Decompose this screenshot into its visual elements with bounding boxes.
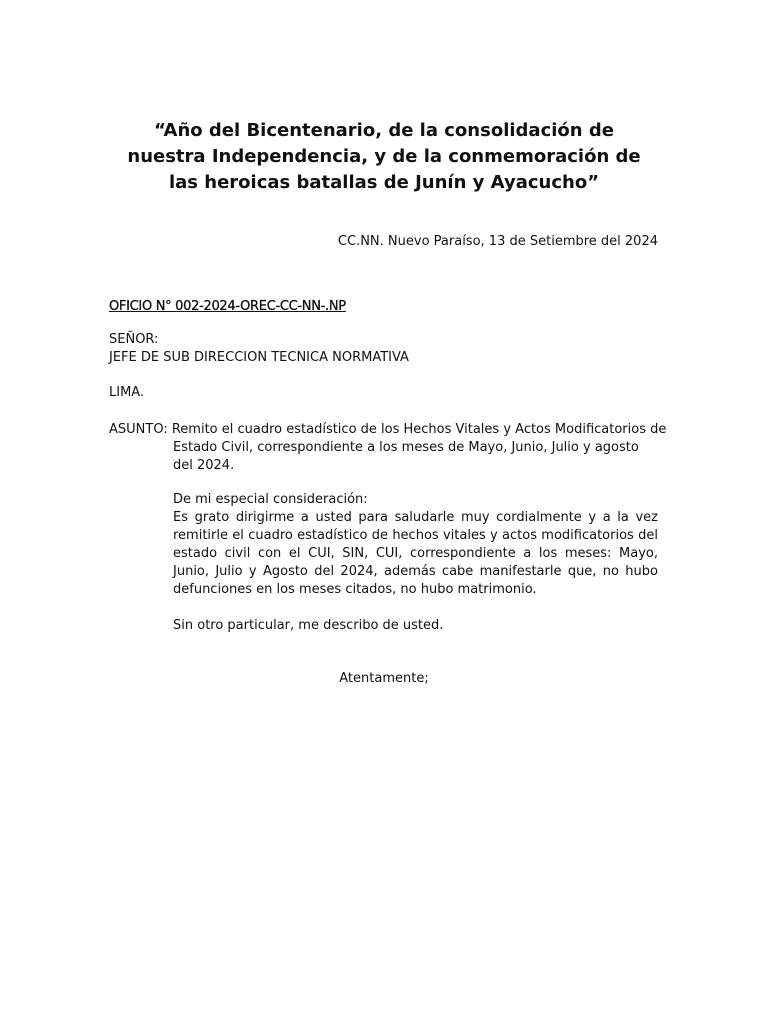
motto-line-3: las heroicas batallas de Junín y Ayacucho” [168,172,600,193]
subject-continuation: Estado Civil, correspondiente a los meses de Mayo, Junio, Julio y agosto del 2024. [173,440,639,473]
document-motto [104,118,664,196]
oficio-number: OFICIO N° 002-2024-OREC-CC-NN-.NP [109,299,346,314]
motto-line-1: “Año del Bicentenario, de la consolidación de [154,120,614,141]
subject-first-line: ASUNTO: Remito el cuadro estadístico de los Hechos Vitales y Actos Modificatorios de [109,422,667,437]
addressee-position: JEFE DE SUB DIRECCION TECNICA NORMATIVA [109,350,409,365]
place-and-date: CC.NN. Nuevo Paraíso, 13 de Setiembre del 2024 [337,234,658,249]
body-paragraph: Es grato dirigirme a usted para saludarle muy cordialmente y a la vez remitirle el cuadro estadístico de hechos vitales y actos modificatorios del estado civil con el CUI, SIN, CUI, correspondiente a los meses: Mayo, Junio, Julio y Agosto del 2024, además cabe manifestarle que, no hubo defunciones en los meses citados, no hubo matrimonio. [173,510,658,597]
motto-line-2: nuestra Independencia, y de la conmemoración de [127,146,641,167]
addressee-block [109,331,409,367]
addressee-city: LIMA. [109,385,145,400]
subject-block [109,421,667,475]
body-greeting: De mi especial consideración: [173,492,368,507]
addressee-salutation: SEÑOR: [109,332,159,347]
closing-salutation: Atentamente; [339,671,429,686]
letter-body [173,491,658,635]
body-farewell: Sin otro particular, me describo de usted. [173,618,444,633]
